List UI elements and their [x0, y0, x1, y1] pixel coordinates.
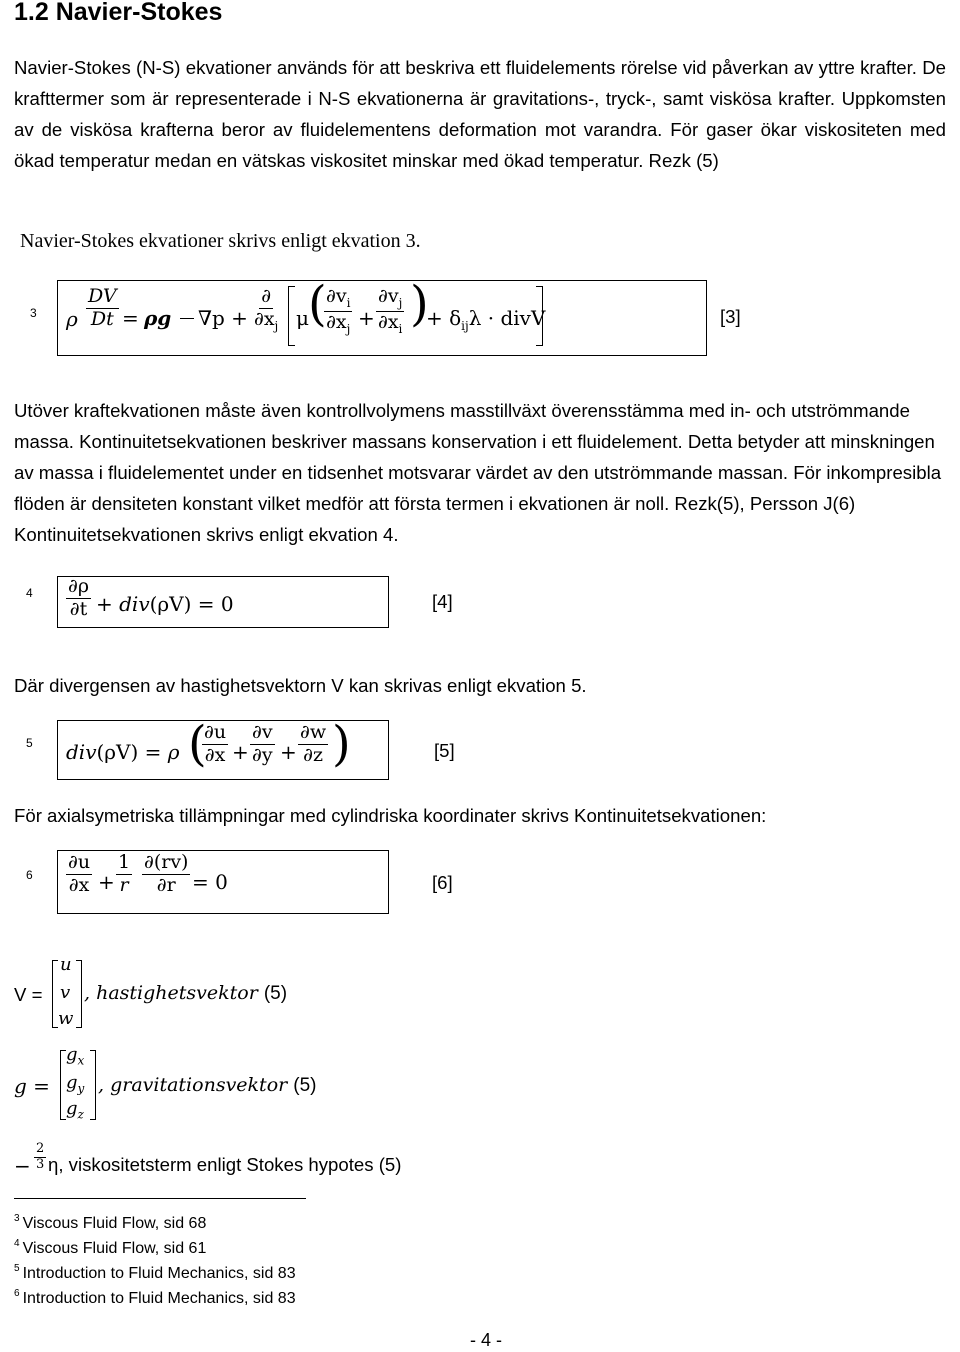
eq3-plus: +: [358, 306, 375, 330]
eq3-paren-right: ): [410, 276, 429, 332]
eq6-plus: +: [98, 870, 115, 894]
footnote-6: $^6$ Introduction to Fluid Mechanics, sid 83: [14, 1288, 296, 1307]
eq5-plus-1: +: [232, 740, 249, 764]
eq4-rhs: + div(ρV) = 0: [96, 592, 234, 616]
equation-intro-line: Navier-Stokes ekvationer skrivs enligt ekvation 3.: [20, 230, 421, 252]
vector-v-w: w: [58, 1008, 74, 1029]
equation-6-label: [6]: [432, 872, 453, 893]
vector-g-description: , gravitationsvektor (5): [98, 1074, 317, 1096]
eq5-du-dx: $\frac{\partial u}{\partial x}$: [204, 721, 227, 766]
eq3-mu: μ: [296, 306, 309, 330]
equation-3-ref: 3: [30, 306, 37, 320]
eq5-lhs: div(ρV) = ρ: [66, 740, 180, 764]
vector-v-v: v: [60, 982, 71, 1003]
equation-4-ref: 4: [26, 586, 33, 600]
paragraph-intro: Navier-Stokes (N-S) ekvationer används för att beskriva ett fluidelements rörelse vid påverkan av yttre krafter. De krafttermer som är representerade i N-S ekvationerna är gravitations-, tryck-, samt viskösa krafter. Uppkomsten av de viskösa krafterna beror av fluidelementens deformation mot varandra. För gaser ökar viskositeten med ökad temperatur medan en vätskas viskositet minskar med ökad temperatur. Rezk (5): [14, 57, 946, 171]
equation-5-label: [5]: [434, 740, 455, 761]
vector-v-lhs: V =: [14, 984, 43, 1005]
viscosity-two-thirds: $\frac{2}{3}$: [36, 1141, 45, 1172]
equation-5-ref: 5: [26, 736, 33, 750]
eq5-paren-right: ): [332, 716, 351, 772]
eq3-minus: [180, 318, 194, 319]
footnote-separator: [14, 1198, 306, 1199]
eq6-one-over-r: $\frac{1}{r}$: [118, 851, 131, 896]
eq5-dv-dy: $\frac{\partial v}{\partial y}$: [252, 721, 273, 766]
axisymmetric-line: För axialsymetriska tillämpningar med cylindriska koordinater skrivs Kontinuitetsekvationen:: [14, 805, 767, 826]
eq3-rho: ρ: [66, 307, 78, 331]
paragraph-continuity: Utöver kraftekvationen måste även kontrollvolymens masstillväxt överensstämma med in- och utströmmande massa. Kontinuitetsekvationen beskriver massans konservation i ett fluidelement. Detta betyder att minskningen av massa i fluidelementet under en tidsenhet motsvarar värdet av den utströmmande massan. För inkompresibla flöden är densiteten konstant vilket medför att första termen i ekvationen är noll. Rezk(5), Persson J(6) Kontinuitetsekvationen skrivs enligt ekvation 4.: [14, 400, 942, 545]
vector-v-description: , hastighetsvektor (5): [84, 982, 288, 1004]
vector-g-x: $g_x$: [66, 1044, 85, 1068]
vector-g-bracket-right: [90, 1050, 96, 1120]
eq4-drho-dt: $\frac{\partial\rho}{\partial t}$: [68, 575, 89, 620]
eq3-paren-left: (: [308, 276, 327, 332]
equation-3-label: [3]: [720, 306, 741, 327]
eq3-rho-g: ρg: [144, 306, 172, 330]
viscosity-text: η, viskositetsterm enligt Stokes hypotes (5): [48, 1154, 402, 1175]
equation-4-label: [4]: [432, 591, 453, 612]
footnote-5: $^5$ Introduction to Fluid Mechanics, sid 83: [14, 1263, 296, 1282]
equation-6-ref: 6: [26, 868, 33, 882]
footnote-4: $^4$ Viscous Fluid Flow, sid 61: [14, 1238, 207, 1257]
page-number: - 4 -: [470, 1330, 503, 1350]
vector-g-y: $g_y$: [66, 1072, 85, 1096]
eq3-equals: =: [122, 306, 139, 330]
eq5-paren-left: (: [188, 716, 207, 772]
footnote-3: $^3$ Viscous Fluid Flow, sid 68: [14, 1213, 207, 1232]
eq3-bracket-left: [288, 286, 295, 346]
eq3-d-dxj: $\frac{\partial}{\partial x_j}$: [254, 285, 279, 333]
vector-g-lhs: g =: [14, 1074, 50, 1098]
eq3-delta-term: + $\delta_{ij}\lambda$ · divV: [426, 306, 546, 333]
eq6-equals-zero: = 0: [192, 870, 228, 894]
vector-v-u: u: [60, 954, 72, 975]
eq3-dvj-dxi: $\frac{\partial v_j}{\partial x_i}$: [378, 285, 403, 336]
eq3-bracket-right: [536, 286, 543, 346]
vector-v-bracket-right: [76, 960, 82, 1028]
eq5-dw-dz: $\frac{\partial w}{\partial z}$: [300, 721, 327, 766]
divergence-line: Där divergensen av hastighetsvektorn V kan skrivas enligt ekvation 5.: [14, 675, 587, 696]
eq6-du-dx: $\frac{\partial u}{\partial x}$: [68, 851, 91, 896]
section-heading: 1.2 Navier-Stokes: [14, 0, 223, 26]
eq3-dv-dt: $\frac{DV}{Dt}$: [88, 285, 117, 330]
eq5-plus-2: +: [280, 740, 297, 764]
eq6-drv-dr: $\frac{\partial(rv)}{\partial r}$: [144, 851, 189, 896]
eq3-dvi-dxj: $\frac{\partial v_i}{\partial x_j}$: [326, 285, 351, 336]
eq3-nabla-p: ∇p +: [198, 306, 248, 330]
viscosity-minus: −: [14, 1154, 31, 1178]
vector-g-z: $g_z$: [66, 1098, 84, 1122]
